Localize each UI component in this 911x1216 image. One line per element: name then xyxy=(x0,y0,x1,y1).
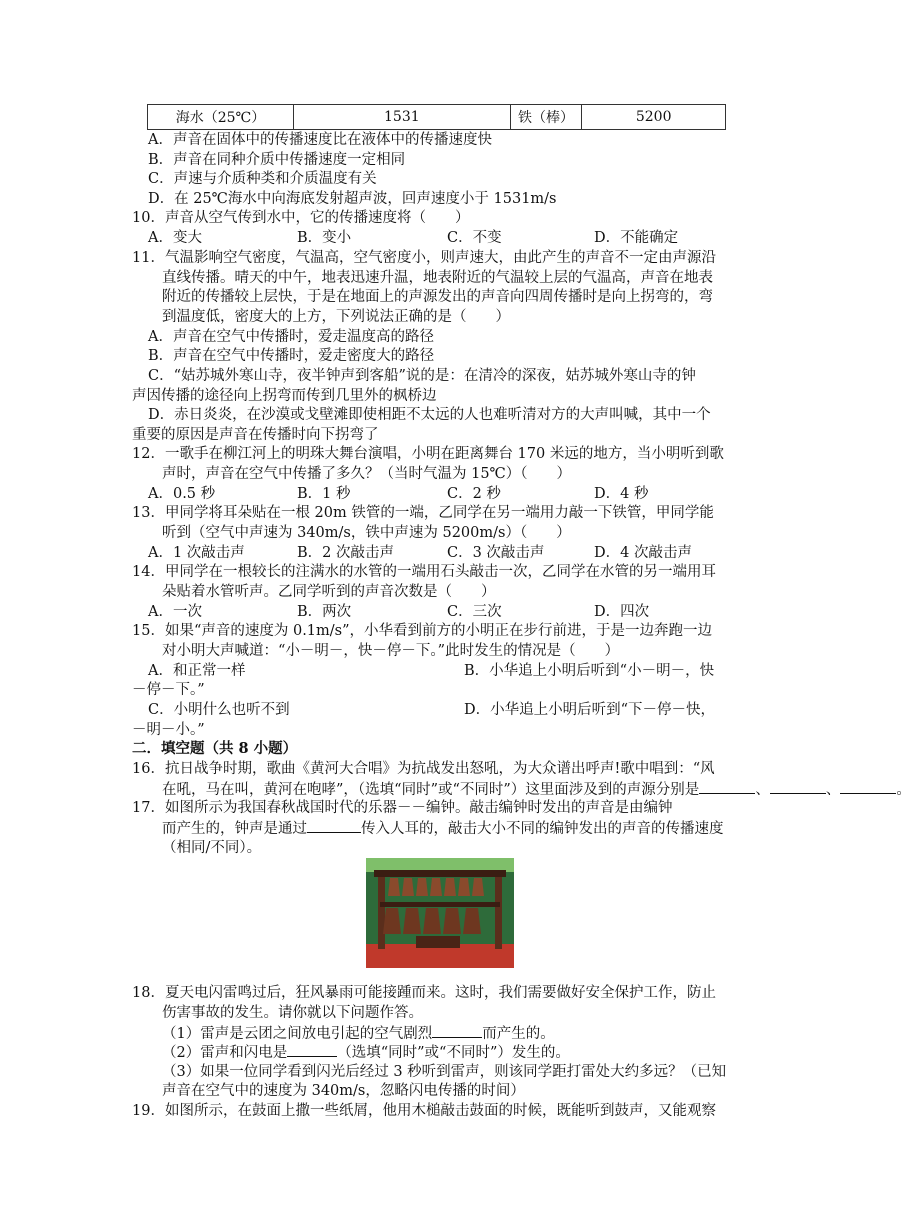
q14-option-c: C．三次 xyxy=(447,604,502,620)
q9-option-d: D．在 25℃海水中向海底发射超声波，回声速度小于 1531m/s xyxy=(148,191,557,207)
answer-blank[interactable] xyxy=(840,779,896,794)
q16-text: 在吼，马在叫，黄河在咆哮”，（选填“同时”或“不同时”）这里面涉及到的声源分别是 xyxy=(162,782,700,798)
q14-option-d: D．四次 xyxy=(594,604,650,620)
q13-option-a: A．1 次敲击声 xyxy=(148,545,245,561)
q15-stem-line: 对小明大声喊道：“小－明－，快－停－下。”此时发生的情况是（ ） xyxy=(162,643,620,659)
table-row xyxy=(148,105,726,130)
q18-text: 而产生的。 xyxy=(482,1026,555,1042)
q18-part-3-cont: 声音在空气中的速度为 340m/s，忽略闪电传播的时间） xyxy=(162,1083,525,1099)
q15-option-d-cont: －明－小。” xyxy=(132,722,205,738)
q12-stem-line: 声时，声音在空气中传播了多久？（当时气温为 15℃）（ ） xyxy=(162,466,572,482)
q19-stem-line: 19．如图所示，在鼓面上撒一些纸屑，他用木槌敲击鼓面的时候，既能听到鼓声，又能观察 xyxy=(132,1103,716,1119)
q13-option-d: D．4 次敲击声 xyxy=(594,545,692,561)
table-cell: 1531 xyxy=(293,105,510,130)
table-cell: 5200 xyxy=(582,105,726,130)
bianzhong-photo xyxy=(366,858,514,968)
q18-stem-line: 伤害事故的发生。请你就以下问题作答。 xyxy=(162,1005,423,1021)
q17-stem-line: 17．如图所示为我国春秋战国时代的乐器－－编钟。敲击编钟时发出的声音是由编钟 xyxy=(132,800,673,816)
q12-option-c: C．2 秒 xyxy=(447,486,501,502)
q13-option-b: B．2 次敲击声 xyxy=(297,545,394,561)
q11-stem-line: 附近的传播较上层快，于是在地面上的声源发出的声音向四周传播时是向上拐弯的，弯 xyxy=(162,289,713,305)
q12-option-b: B．1 秒 xyxy=(297,486,351,502)
q14-stem-line: 朵贴着水管听声。乙同学听到的声音次数是（ ） xyxy=(162,584,496,600)
section-heading: 二．填空题（共 8 小题） xyxy=(132,740,298,757)
answer-blank[interactable] xyxy=(287,1042,337,1057)
q13-stem-line: 13．甲同学将耳朵贴在一根 20m 铁管的一端，乙同学在另一端用力敲一下铁管，甲同学能 xyxy=(132,505,714,521)
q17-text: 传入人耳的，敲击大小不同的编钟发出的声音的传播速度 xyxy=(361,821,724,837)
q10-option-b: B．变小 xyxy=(297,230,352,246)
q17-stem-line xyxy=(162,818,724,839)
q17-text: 而产生的，钟声是通过 xyxy=(162,821,307,837)
q13-stem-line: 听到（空气中声速为 340m/s，铁中声速为 5200m/s）（ ） xyxy=(162,525,571,541)
q15-stem-line: 15．如果“声音的速度为 0.1m/s”，小华看到前方的小明正在步行前进，于是一边奔跑一边 xyxy=(132,623,713,639)
q15-option-b: B．小华追上小明后听到“小－明－，快 xyxy=(464,663,715,679)
q10-option-a: A．变大 xyxy=(148,230,202,246)
q18-part-1 xyxy=(162,1023,555,1044)
q15-option-c: C．小明什么也听不到 xyxy=(148,702,290,718)
q12-option-a: A．0.5 秒 xyxy=(148,486,216,502)
q18-part-3: （3）如果一位同学看到闪光后经过 3 秒听到雷声，则该同学距打雷处大约多远？（已知 xyxy=(162,1064,727,1080)
bianzhong-illustration xyxy=(366,858,514,968)
q11-option-a: A．声音在空气中传播时，爱走温度高的路径 xyxy=(148,329,434,345)
q15-option-d: D．小华追上小明后听到“下－停－快， xyxy=(464,702,716,718)
q18-text: （选填“同时”或“不同时”）发生的。 xyxy=(337,1045,570,1061)
table-cell: 铁（棒） xyxy=(510,105,582,130)
answer-blank[interactable] xyxy=(432,1023,482,1038)
speed-table xyxy=(147,104,726,130)
q11-option-b: B．声音在空气中传播时，爱走密度大的路径 xyxy=(148,348,435,364)
q16-end: 。 xyxy=(896,782,911,798)
q10-option-c: C．不变 xyxy=(447,230,502,246)
answer-blank[interactable] xyxy=(699,779,755,794)
table-cell: 海水（25℃） xyxy=(148,105,294,130)
q11-option-d: D．赤日炎炎，在沙漠或戈壁滩即使相距不太远的人也难听清对方的大声叫喊，其中一个 xyxy=(148,407,711,423)
q18-text: （2）雷声和闪电是 xyxy=(162,1045,288,1061)
answer-blank[interactable] xyxy=(307,818,361,833)
q14-stem-line: 14．甲同学在一根较长的注满水的水管的一端用石头敲击一次，乙同学在水管的另一端用耳 xyxy=(132,564,716,580)
q16-separator: 、 xyxy=(825,782,841,798)
q12-option-d: D．4 秒 xyxy=(594,486,649,502)
q16-stem-line: 16．抗日战争时期，歌曲《黄河大合唱》为抗战发出怒吼，为大众谱出呼声!歌中唱到：“风 xyxy=(132,761,715,777)
q10-option-d: D．不能确定 xyxy=(594,230,679,246)
q12-stem-line: 12．一歌手在柳江河上的明珠大舞台演唱，小明在距离舞台 170 米远的地方，当小明听到歌 xyxy=(132,446,724,462)
q18-part-2 xyxy=(162,1042,570,1063)
q14-option-a: A．一次 xyxy=(148,604,202,620)
q17-stem-line: （相同/不同）。 xyxy=(162,840,262,856)
q18-stem-line: 18．夏天电闪雷鸣过后，狂风暴雨可能接踵而来。这时，我们需要做好安全保护工作，防止 xyxy=(132,985,716,1001)
q9-option-a: A．声音在固体中的传播速度比在液体中的传播速度快 xyxy=(148,132,492,148)
q10-stem: 10．声音从空气传到水中，它的传播速度将（ ） xyxy=(132,210,470,226)
q11-option-d-cont: 重要的原因是声音在传播时向下拐弯了 xyxy=(132,427,379,443)
q13-option-c: C．3 次敲击声 xyxy=(447,545,545,561)
q11-option-c: C．“姑苏城外寒山寺，夜半钟声到客船”说的是：在清冷的深夜，姑苏城外寒山寺的钟 xyxy=(148,368,696,384)
q11-option-c-cont: 声因传播的途径向上拐弯而传到几里外的枫桥边 xyxy=(132,388,437,404)
q9-option-b: B．声音在同种介质中传播速度一定相同 xyxy=(148,152,406,168)
q15-option-a: A．和正常一样 xyxy=(148,663,246,679)
q11-stem-line: 11．气温影响空气密度，气温高，空气密度小，则声速大，由此产生的声音不一定由声源沿 xyxy=(132,250,716,266)
q11-stem-line: 直线传播。晴天的中午，地表迅速升温，地表附近的气温较上层的气温高，声音在地表 xyxy=(162,270,713,286)
q16-stem-line xyxy=(162,779,911,800)
q14-option-b: B．两次 xyxy=(297,604,352,620)
answer-blank[interactable] xyxy=(770,779,826,794)
q9-option-c: C．声速与介质种类和介质温度有关 xyxy=(148,171,377,187)
q16-separator: 、 xyxy=(755,782,770,798)
q11-stem-line: 到温度低，密度大的上方，下列说法正确的是（ ） xyxy=(162,309,510,325)
q18-text: （1）雷声是云团之间放电引起的空气剧烈 xyxy=(162,1026,433,1042)
q15-option-b-cont: －停－下。” xyxy=(132,682,205,698)
